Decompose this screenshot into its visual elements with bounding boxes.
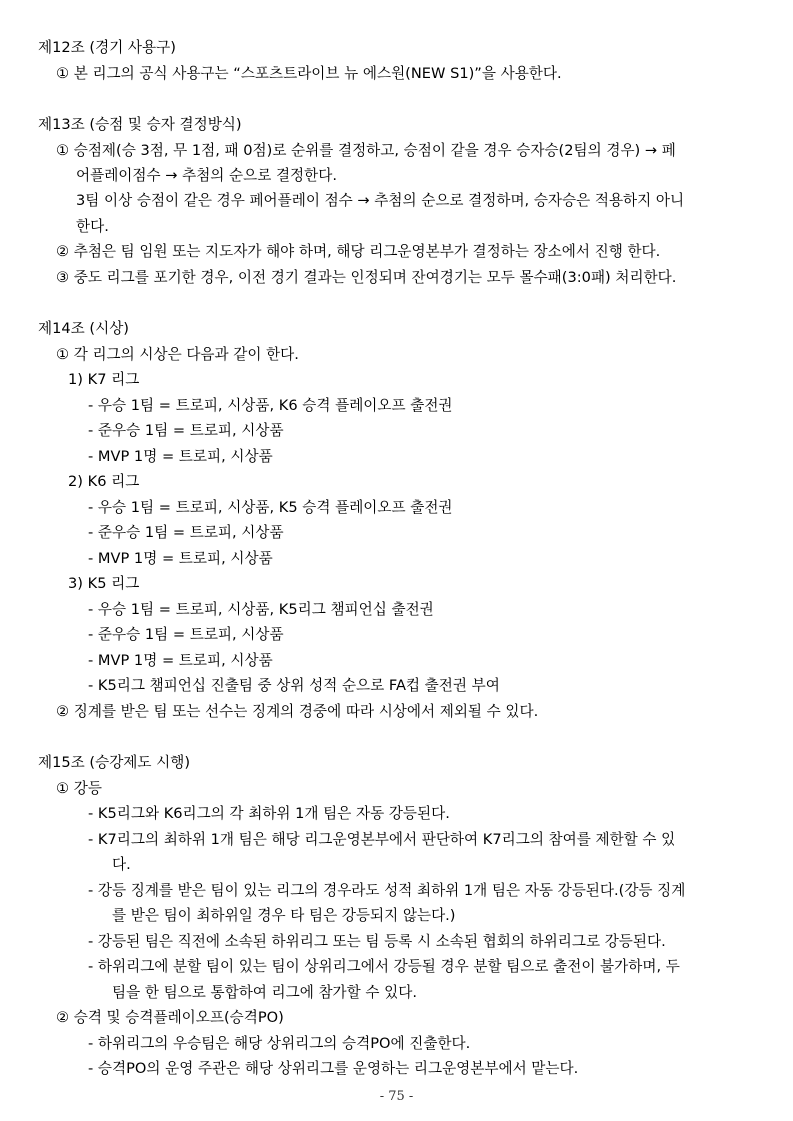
article-14-line-4: - 준우승 1팀 = 트로피, 시상품 [88,422,284,439]
article-14-line-7: - 우승 1팀 = 트로피, 시상품, K5 승격 플레이오프 출전권 [88,499,453,516]
article-14-line-1: ① 각 리그의 시상은 다음과 같이 한다. [56,346,299,363]
article-15-line-1: ① 강등 [56,780,102,797]
article-12-title: 제12조 (경기 사용구) [38,39,176,56]
article-14-line-3: - 우승 1팀 = 트로피, 시상품, K6 승격 플레이오프 출전권 [88,397,453,414]
article-14-line-2: 1) K7 리그 [68,371,140,388]
article-15-line-4: 다. [112,856,131,873]
article-15-line-6: 를 받은 팀이 최하위일 경우 타 팀은 강등되지 않는다.) [112,907,456,924]
article-13-line-2: 어플레이점수 → 추첨의 순으로 결정한다. [76,167,337,184]
article-13-line-5: ② 추첨은 팀 임원 또는 지도자가 해야 하며, 해당 리그운영본부가 결정하는 장소에서 진행 한다. [56,243,661,260]
article-14-title: 제14조 (시상) [38,320,129,337]
article-13-line-4: 한다. [76,218,109,235]
article-15-line-10: ② 승격 및 승격플레이오프(승격PO) [56,1009,284,1026]
article-15-line-3: - K7리그의 최하위 1개 팀은 해당 리그운영본부에서 판단하여 K7리그의 참여를 제한할 수 있 [88,831,676,848]
article-14-line-13: - MVP 1명 = 트로피, 시상품 [88,652,273,669]
article-14-line-10: 3) K5 리그 [68,575,140,592]
article-13-title: 제13조 (승점 및 승자 결정방식) [38,116,242,133]
article-15-line-5: - 강등 징계를 받은 팀이 있는 리그의 경우라도 성적 최하위 1개 팀은 자동 강등된다.(강등 징계 [88,882,686,899]
article-14-line-8: - 준우승 1팀 = 트로피, 시상품 [88,524,284,541]
page-number: - 75 - [379,1089,414,1104]
article-14-line-9: - MVP 1명 = 트로피, 시상품 [88,550,273,567]
article-13-line-1: ① 승점제(승 3점, 무 1점, 패 0점)로 순위를 결정하고, 승점이 같을 경우 승자승(2팀의 경우) → 페 [56,142,676,159]
article-14-line-11: - 우승 1팀 = 트로피, 시상품, K5리그 챔피언십 출전권 [88,601,434,618]
article-15-line-8: - 하위리그에 분할 팀이 있는 팀이 상위리그에서 강등될 경우 분할 팀으로 출전이 불가하며, 두 [88,958,680,975]
article-14-line-6: 2) K6 리그 [68,473,140,490]
article-15-line-2: - K5리그와 K6리그의 각 최하위 1개 팀은 자동 강등된다. [88,805,450,822]
article-15-line-11: - 하위리그의 우승팀은 해당 상위리그의 승격PO에 진출한다. [88,1035,471,1052]
article-12-line-1: ① 본 리그의 공식 사용구는 “스포츠트라이브 뉴 에스원(NEW S1)”을 사용한다. [56,65,562,82]
article-15-title: 제15조 (승강제도 시행) [38,754,191,771]
article-15-line-9: 팀을 한 팀으로 통합하여 리그에 참가할 수 있다. [112,984,417,1001]
article-13-line-3: 3팀 이상 승점이 같은 경우 페어플레이 점수 → 추첨의 순으로 결정하며, 승자승은 적용하지 아니 [76,192,685,209]
article-14-line-15: ② 징계를 받은 팀 또는 선수는 징계의 경중에 따라 시상에서 제외될 수 있다. [56,703,539,720]
article-15-line-12: - 승격PO의 운영 주관은 해당 상위리그를 운영하는 리그운영본부에서 맡는다. [88,1060,579,1077]
article-14-line-12: - 준우승 1팀 = 트로피, 시상품 [88,626,284,643]
article-14-line-5: - MVP 1명 = 트로피, 시상품 [88,448,273,465]
article-13-line-6: ③ 중도 리그를 포기한 경우, 이전 경기 결과는 인정되며 잔여경기는 모두 몰수패(3:0패) 처리한다. [56,269,677,286]
article-14-line-14: - K5리그 챔피언십 진출팀 중 상위 성적 순으로 FA컵 출전권 부여 [88,677,500,694]
article-15-line-7: - 강등된 팀은 직전에 소속된 하위리그 또는 팀 등록 시 소속된 협회의 하위리그로 강등된다. [88,933,666,950]
